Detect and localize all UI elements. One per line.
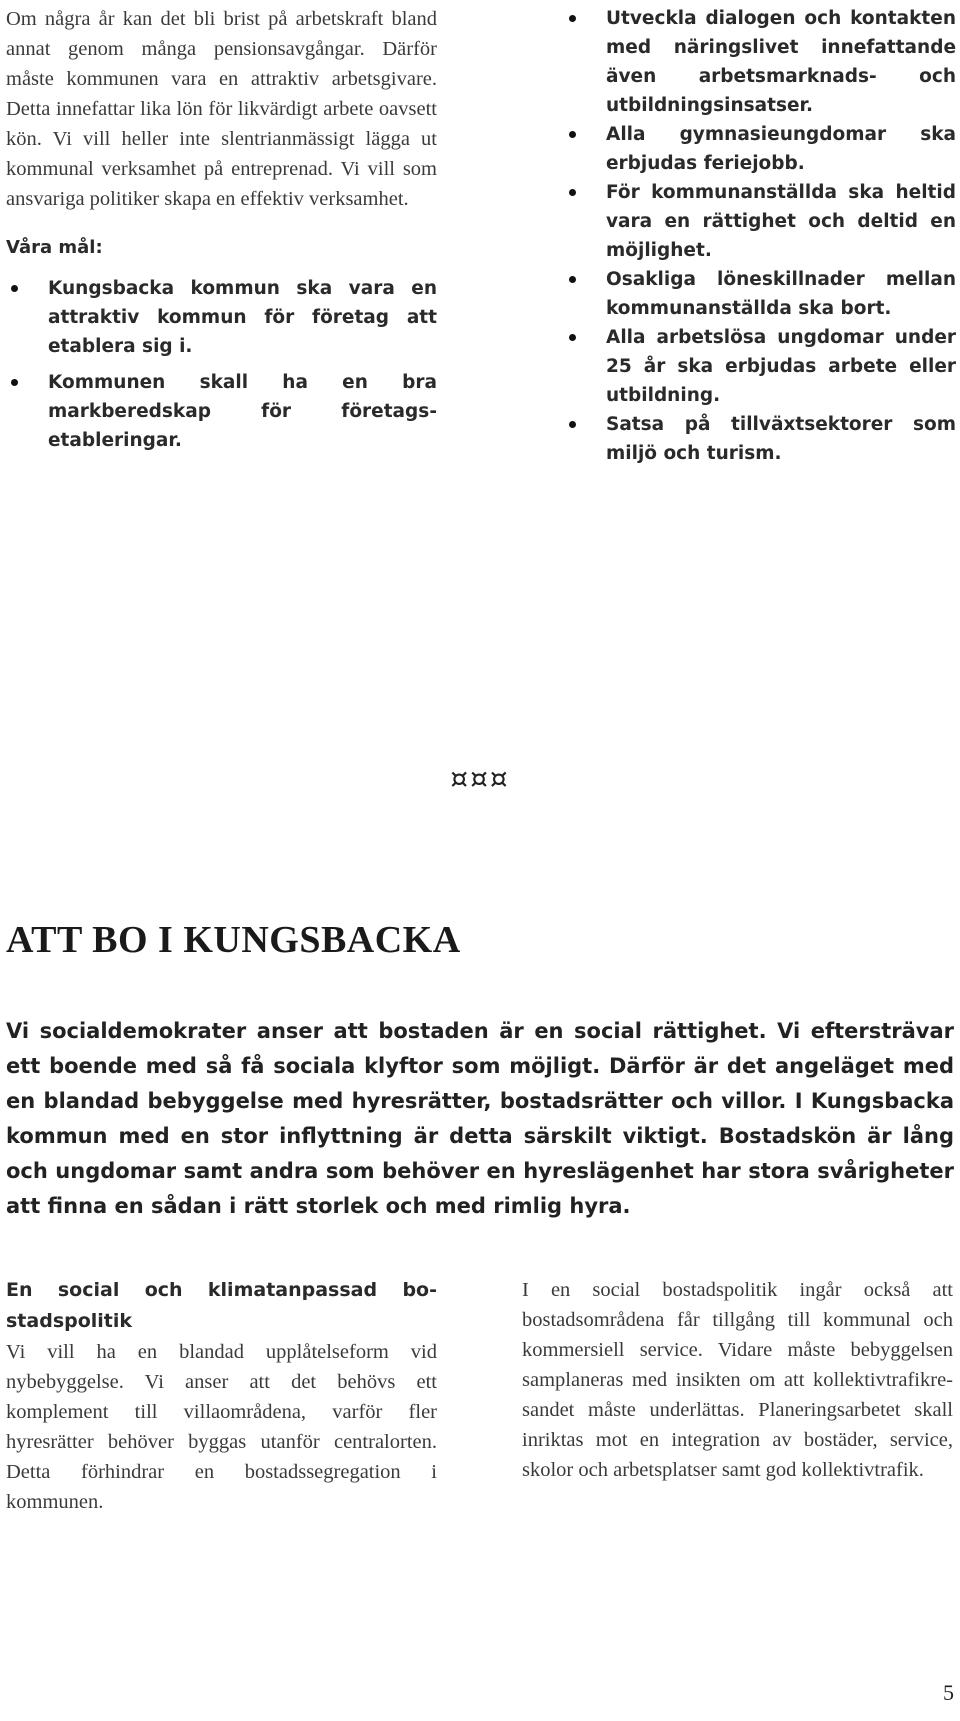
list-item: Alla arbetslösa ungdomar under 25 år ska erbjudas arbete eller utbildning. <box>564 323 956 410</box>
bullet-icon <box>569 131 576 138</box>
right-top-column <box>564 4 956 468</box>
bullet-icon <box>569 276 576 283</box>
bullet-icon <box>569 421 576 428</box>
left-goals-list <box>6 274 437 455</box>
bullet-icon <box>11 379 18 386</box>
left-bottom-paragraph: Vi vill ha en blandad upplåtelseform vid nybebyggelse. Vi anser att det behövs ett komplement till villaområdena, varför fler hyresrätter behöver byggas utanför centralorten. Detta förhindrar en bostadssegregation i kommunen. <box>6 1341 437 1513</box>
bullet-icon <box>569 15 576 22</box>
section-lead: Vi socialdemokrater anser att bostaden är en social rättighet. Vi eftersträvar ett boende med så få sociala klyftor som möjligt. Därför är det angeläget med en blandad bebyggelse med hyresrätter, bostadsrätter och villor. I Kungsbacka kommun med en stor inflyttning är detta särskilt viktigt. Bostadskön är lång och ungdomar samt andra som behöver en hyreslägenhet har stora svårigheter att finna en sådan i rätt storlek och med rimlig hyra. <box>6 1019 954 1218</box>
bullet-icon <box>569 189 576 196</box>
list-item: För kommunanställda ska heltid vara en rättighet och deltid en möjlighet. <box>564 178 956 265</box>
list-item: Kommunen skall ha en bra markberedskap för företagsetableringar. <box>6 368 437 455</box>
subsection-heading: En social och klimatanpassad bostadspolitik <box>6 1279 437 1332</box>
right-goals-list <box>564 4 956 468</box>
bullet-icon <box>11 285 18 292</box>
goals-heading: Våra mål: <box>6 237 103 258</box>
section-title: ATT BO I KUNGSBACKA <box>6 919 461 961</box>
left-top-column <box>6 4 437 455</box>
intro-paragraph: Om några år kan det bli brist på arbetskraft bland annat genom många pensionsavgångar. Därför måste kommunen vara en attraktiv arbetsgivare. Detta innefattar lika lön för likvärdigt arbete oavsett kön. Vi vill heller inte slentrianmässigt lägga ut kommunal verksamhet på entreprenad. Vi vill som ansvariga politiker skapa en effektiv verksamhet. <box>6 8 437 210</box>
list-item: Utveckla dialogen och kontakten med näringslivet innefattande även arbetsmarknads- och utbildningsinsatser. <box>564 4 956 120</box>
section-ornament: ¤¤¤ <box>450 762 510 795</box>
list-item: Osakliga löneskillnader mellan kommunanställda ska bort. <box>564 265 956 323</box>
page-number: 5 <box>943 1680 954 1705</box>
list-item: Alla gymnasieungdomar ska erbjudas feriejobb. <box>564 120 956 178</box>
list-item: Satsa på tillväxtsektorer som miljö och turism. <box>564 410 956 468</box>
list-item: Kungsbacka kommun ska vara en attraktiv kommun för företag att etablera sig i. <box>6 274 437 361</box>
bullet-icon <box>569 334 576 341</box>
right-bottom-paragraph: I en social bostadspolitik ingår också att bostadsområdena får tillgång till kommunal och kommersiell service. Vidare måste bebyggelsen samplaneras med insikten om att kollektivtrafikresandet måste underlättas. Planeringsarbetet skall inriktas mot en integration av bostäder, service, skolor och arbetsplatser samt god kollektivtrafik. <box>522 1279 953 1481</box>
left-bottom-column <box>6 1275 437 1517</box>
right-bottom-column <box>522 1275 953 1485</box>
